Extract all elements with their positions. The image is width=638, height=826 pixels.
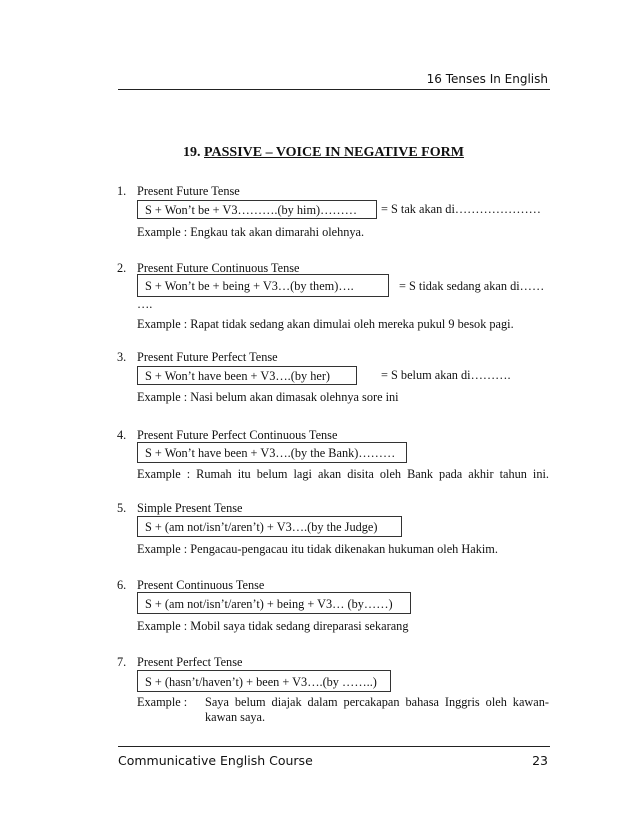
item-number: 7. (117, 655, 127, 669)
meaning-text: = S tidak sedang akan di…… (399, 279, 545, 293)
item-number: 4. (117, 428, 127, 442)
example-text: Example : Mobil saya tidak sedang direparasi sekarang (137, 619, 409, 633)
tense-item-5 (117, 500, 557, 556)
title-text: PASSIVE – VOICE IN NEGATIVE FORM (204, 145, 464, 160)
formula-box: S + (am not/isn’t/aren’t) + being + V3… (by……) (137, 592, 411, 614)
meaning-text: = S belum akan di………. (381, 368, 511, 382)
tense-item-7 (117, 654, 557, 724)
formula-box: S + Won’t have been + V3….(by the Bank)……… (137, 442, 407, 463)
tense-item-4 (117, 427, 557, 481)
tense-item-1 (117, 183, 557, 239)
formula-box: S + (am not/isn’t/aren’t) + V3….(by the Judge) (137, 516, 402, 537)
example-line-1: Saya belum diajak dalam percakapan bahasa Inggris oleh kawan- (205, 695, 549, 709)
item-number: 6. (117, 578, 127, 592)
footer-course: Communicative English Course (118, 753, 313, 768)
example-text: Example : Pengacau-pengacau itu tidak dikenakan hukuman oleh Hakim. (137, 542, 498, 556)
tense-name: Present Future Perfect Continuous Tense (137, 428, 338, 442)
tense-item-2 (117, 260, 557, 331)
formula-box: S + Won’t have been + V3….(by her) (137, 366, 357, 385)
tense-name: Present Perfect Tense (137, 655, 243, 669)
section-title (183, 145, 464, 161)
item-number: 3. (117, 350, 127, 364)
formula-box: S + (hasn’t/haven’t) + been + V3….(by ……..) (137, 670, 391, 692)
page-number: 23 (532, 753, 548, 768)
formula-box: S + Won’t be + being + V3…(by them)…. (137, 274, 389, 297)
tense-name: Present Continuous Tense (137, 578, 265, 592)
tense-name: Simple Present Tense (137, 501, 243, 515)
item-number: 1. (117, 184, 127, 198)
page-header (118, 66, 550, 90)
tense-name: Present Future Tense (137, 184, 240, 198)
example-label: Example : (137, 695, 188, 709)
meaning-text: = S tak akan di………………… (381, 202, 541, 216)
formula-box: S + Won’t be + V3……….(by him)……… (137, 200, 377, 219)
tense-item-3 (117, 349, 557, 404)
continuation-text: …. (137, 297, 153, 311)
item-number: 2. (117, 261, 127, 275)
example-text: Example : Rapat tidak sedang akan dimulai oleh mereka pukul 9 besok pagi. (137, 317, 514, 331)
page-footer (118, 746, 550, 768)
tense-name: Present Future Perfect Tense (137, 350, 278, 364)
item-number: 5. (117, 501, 127, 515)
tense-name: Present Future Continuous Tense (137, 261, 300, 275)
header-title: 16 Tenses In English (426, 72, 548, 86)
example-text: Example : Engkau tak akan dimarahi olehnya. (137, 225, 365, 239)
example-line-2: kawan saya. (205, 710, 266, 724)
tense-item-6 (117, 577, 557, 633)
example-text: Example : Nasi belum akan dimasak olehnya sore ini (137, 390, 399, 404)
example-text: Example : Rumah itu belum lagi akan disita oleh Bank pada akhir tahun ini. (137, 467, 549, 481)
title-number: 19. (183, 145, 204, 160)
